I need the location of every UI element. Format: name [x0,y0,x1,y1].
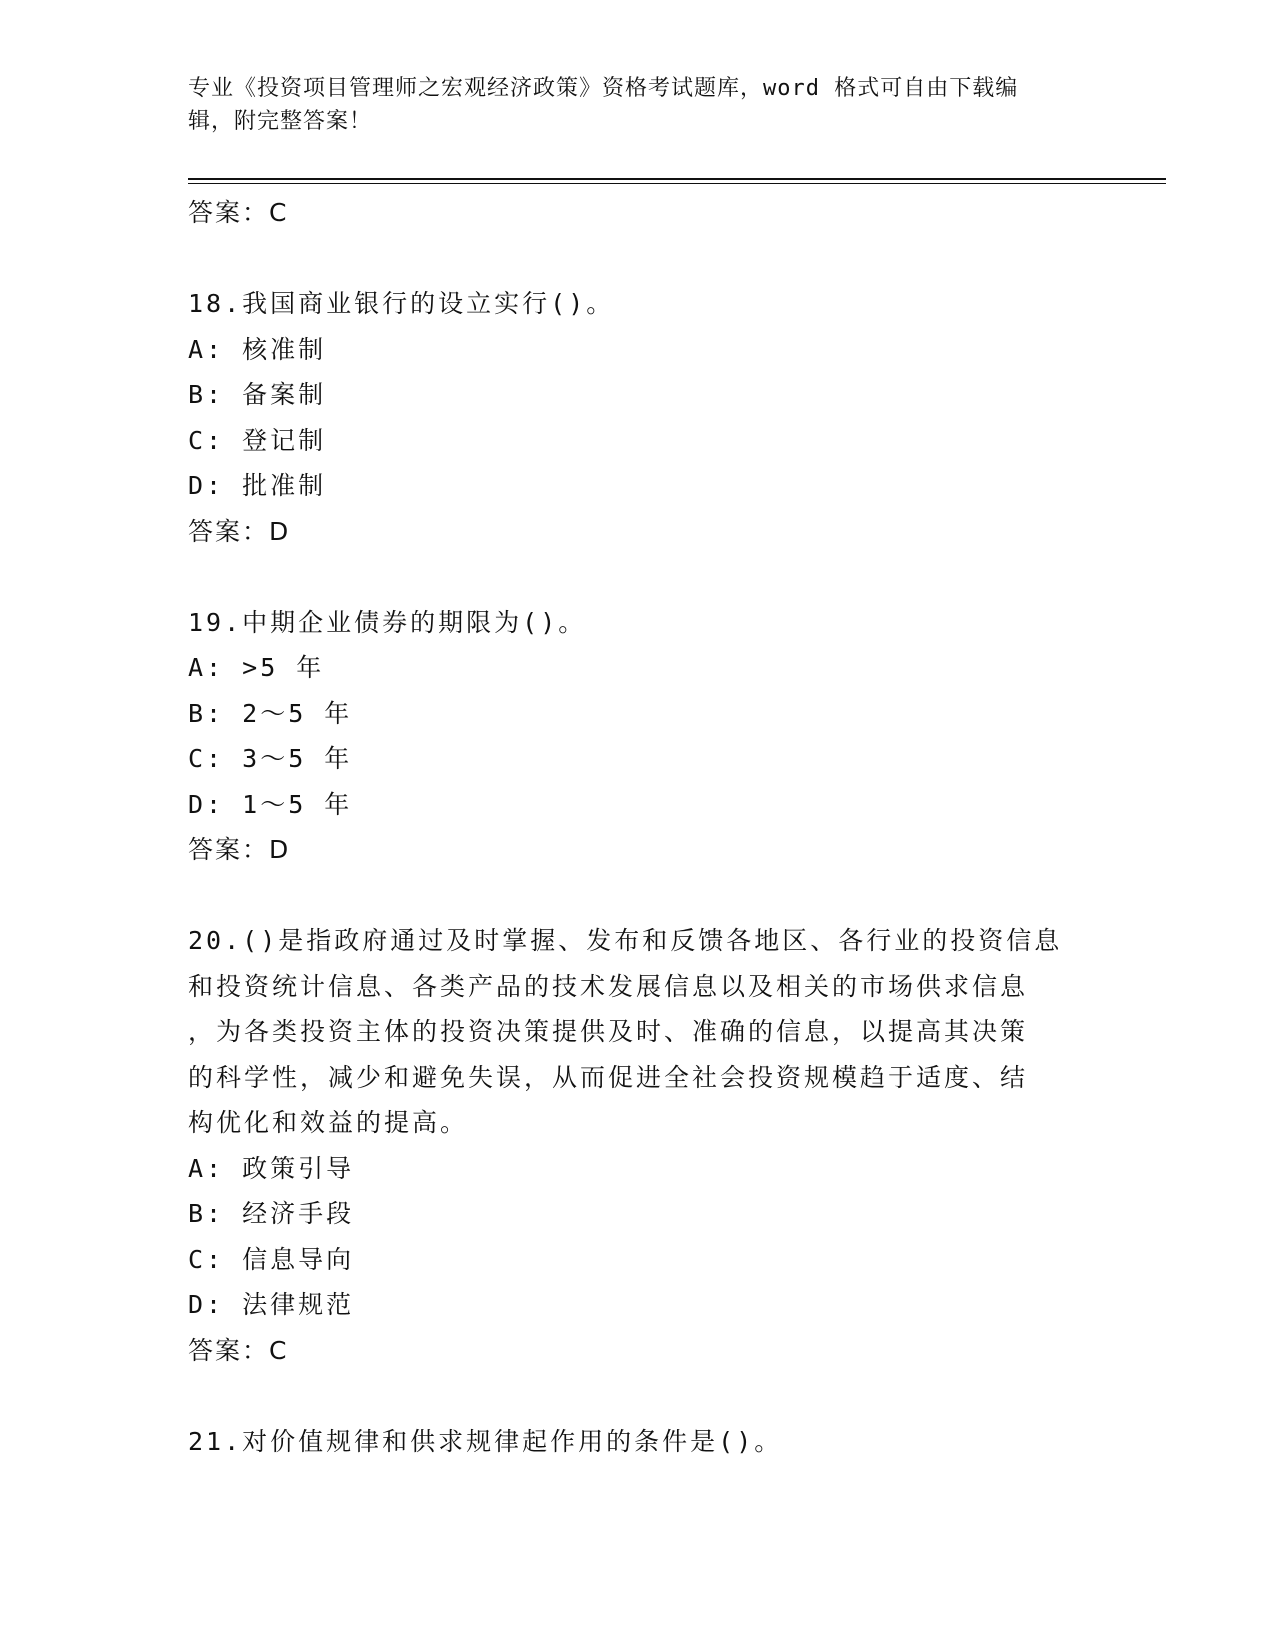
option-d: D: 法律规范 [188,1290,355,1319]
header-divider-thick [188,178,1166,180]
answer-19: 答案：D [188,835,291,864]
option-d: D: 1～5 年 [188,789,353,819]
option-b: B: 经济手段 [188,1199,355,1228]
header-divider-thin [188,183,1166,184]
answer-20: 答案：C [188,1335,289,1365]
option-d: D: 批准制 [188,471,327,500]
option-a: A: 核准制 [188,334,327,364]
option-a: A: 政策引导 [188,1153,355,1183]
question-stem-line: 和投资统计信息、各类产品的技术发展信息以及相关的市场供求信息 [188,971,1029,1001]
question-stem: 21.对价值规律和供求规律起作用的条件是()。 [188,1426,783,1456]
question-21 [188,1419,1088,1465]
option-a: A: >5 年 [188,653,325,682]
option-c: C: 3～5 年 [188,744,353,773]
spacer [188,554,1088,600]
question-19 [188,600,1088,873]
question-18 [188,281,1088,554]
answer-18: 答案：D [188,516,291,546]
spacer [188,873,1088,919]
question-list [188,190,1088,1464]
option-c: C: 信息导向 [188,1244,355,1274]
option-b: B: 2～5 年 [188,698,353,728]
question-stem-line: 20.()是指政府通过及时掌握、发布和反馈各地区、各行业的投资信息 [188,926,1063,955]
option-b: B: 备案制 [188,380,327,409]
header-line-1: 专业《投资项目管理师之宏观经济政策》资格考试题库，word 格式可自由下载编 [188,76,1019,101]
question-stem: 19.中期企业债券的期限为()。 [188,607,587,637]
question-stem-line: 构优化和效益的提高。 [188,1108,469,1137]
option-c: C: 登记制 [188,425,327,455]
spacer [188,236,1088,282]
answer-17: 答案：C [188,198,289,227]
document-header [188,72,1068,138]
question-stem: 18.我国商业银行的设立实行()。 [188,289,615,318]
spacer [188,1373,1088,1419]
question-stem-line: ，为各类投资主体的投资决策提供及时、准确的信息，以提高其决策 [188,1017,1029,1046]
header-line-2: 辑，附完整答案！ [188,109,373,134]
question-20 [188,918,1088,1373]
question-stem-line: 的科学性，减少和避免失误，从而促进全社会投资规模趋于适度、结 [188,1062,1029,1092]
